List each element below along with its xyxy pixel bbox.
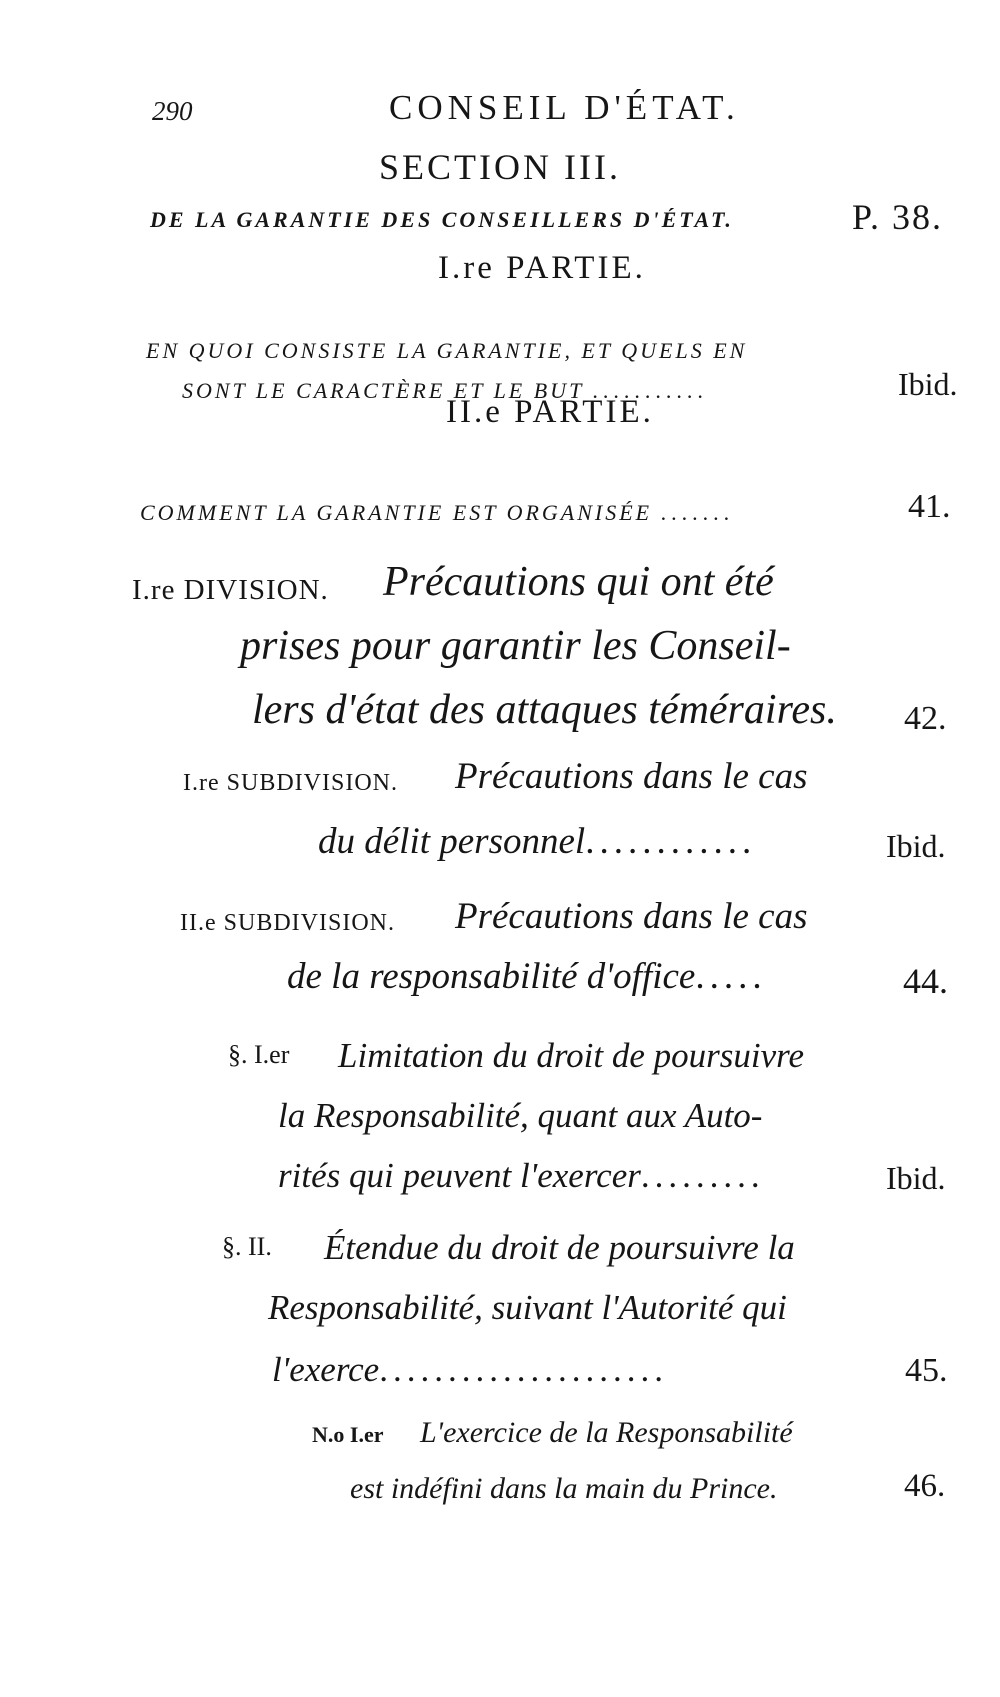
part1-page-ref: Ibid. xyxy=(898,366,958,402)
part2-heading: II.e PARTIE. xyxy=(446,394,654,430)
paragraph2-line3 xyxy=(272,1350,668,1390)
subdivision1-label: I.re SUBDIVISION. xyxy=(183,770,398,796)
section-page-ref: P. 38. xyxy=(852,197,944,237)
paragraph2-label: §. II. xyxy=(222,1232,272,1261)
paragraph1-line2: la Responsabilité, quant aux Auto- xyxy=(278,1096,763,1135)
subdivision2-line2-text: de la responsabilité d'office xyxy=(287,956,696,997)
number1-label: N.o I.er xyxy=(312,1422,384,1447)
paragraph2-line3-text: l'exerce xyxy=(272,1350,380,1389)
subdivision2-line2 xyxy=(287,955,767,998)
running-header xyxy=(0,88,1000,128)
division1-line2: prises pour garantir les Conseil- xyxy=(240,623,791,669)
number1-line2: est indéfini dans la main du Prince. xyxy=(350,1472,778,1505)
division1-line1: Précautions qui ont été xyxy=(383,559,774,605)
subdivision1-line2 xyxy=(318,820,756,863)
division1-page-ref: 42. xyxy=(904,700,947,737)
paragraph1-line1: Limitation du droit de poursuivre xyxy=(338,1036,805,1075)
part2-leader-dots: ....... xyxy=(660,500,735,525)
part1-heading: I.re PARTIE. xyxy=(438,250,646,286)
paragraph2-leader-dots: ..................... xyxy=(379,1350,668,1389)
subdivision2-page-ref: 44. xyxy=(903,961,948,1001)
part2-entry xyxy=(140,500,734,526)
section-subtitle: DE LA GARANTIE DES CONSEILLERS D'ÉTAT. xyxy=(150,207,734,232)
section-title: SECTION III. xyxy=(379,147,621,187)
paragraph1-page-ref: Ibid. xyxy=(886,1160,946,1196)
subdivision1-leader-dots: ............ xyxy=(585,821,757,862)
paragraph2-line2: Responsabilité, suivant l'Autorité qui xyxy=(268,1288,787,1327)
part1-leader-dots: ........... xyxy=(592,378,708,403)
subdivision2-line1: Précautions dans le cas xyxy=(455,896,808,937)
paragraph1-leader-dots: ......... xyxy=(640,1156,765,1195)
number1-page-ref: 46. xyxy=(904,1468,946,1504)
paragraph1-line3-text: rités qui peuvent l'exercer xyxy=(278,1156,641,1195)
page-number: 290 xyxy=(152,96,193,126)
part2-entry-text: COMMENT LA GARANTIE EST ORGANISÉE xyxy=(140,500,653,525)
part1-entry-line2-text: SONT LE CARACTÈRE ET LE BUT xyxy=(182,378,584,403)
subdivision1-page-ref: Ibid. xyxy=(886,828,946,864)
division1-line3: lers d'état des attaques téméraires. xyxy=(252,687,837,733)
paragraph2-line1: Étendue du droit de poursuivre la xyxy=(324,1228,795,1267)
subdivision1-line1: Précautions dans le cas xyxy=(455,756,808,797)
subdivision1-line2-text: du délit personnel xyxy=(318,821,586,862)
paragraph2-page-ref: 45. xyxy=(905,1352,948,1389)
part1-entry-line1: EN QUOI CONSISTE LA GARANTIE, ET QUELS EN xyxy=(146,338,748,363)
part2-page-ref: 41. xyxy=(908,488,951,525)
paragraph1-line3 xyxy=(278,1156,765,1196)
subdivision2-leader-dots: ..... xyxy=(695,956,767,997)
running-title: CONSEIL D'ÉTAT. xyxy=(389,88,740,127)
division1-label: I.re DIVISION. xyxy=(132,574,329,606)
number1-line1: L'exercice de la Responsabilité xyxy=(420,1416,793,1449)
subdivision2-label: II.e SUBDIVISION. xyxy=(180,910,395,936)
paragraph1-label: §. I.er xyxy=(228,1040,290,1069)
